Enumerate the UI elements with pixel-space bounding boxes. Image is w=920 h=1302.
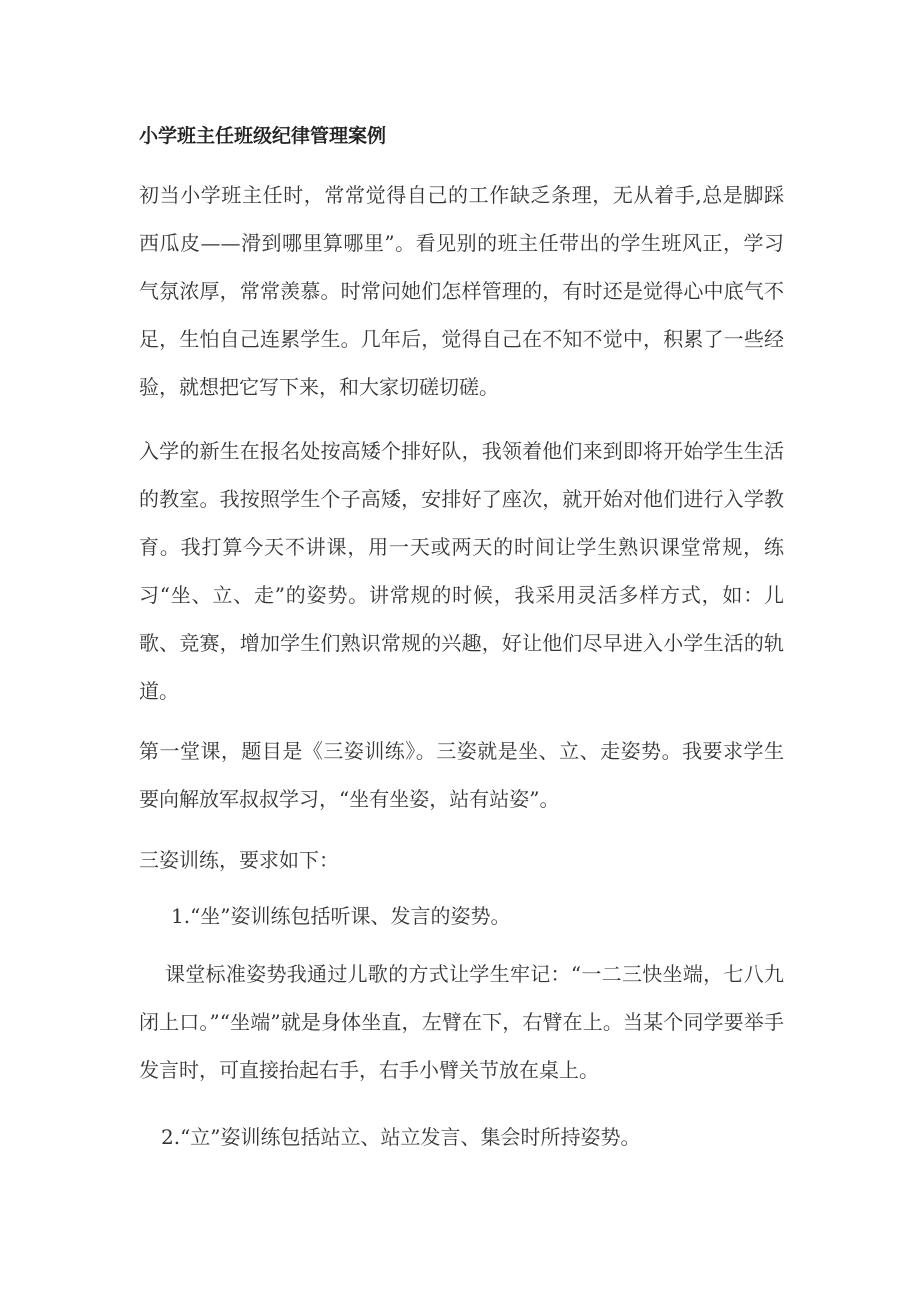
paragraph-new-students: 入学的新生在报名处按高矮个排好队，我领着他们来到即将开始学生生活的教室。我按照学生个子高矮，安排好了座次，就开始对他们进行入学教育。我打算今天不讲课，用一天或两天的时间让学生熟识课堂常规，练习“坐、立、走”的姿势。讲常规的时候，我采用灵活多样方式，如：儿歌、竞赛，增加学生们熟识常规的兴趣，好让他们尽早进入小学生活的轨道。: [139, 439, 784, 703]
paragraph-intro: 初当小学班主任时，常常觉得自己的工作缺乏条理，无从着手,总是脚踩西瓜皮——滑到哪里算哪里”。看见别的班主任带出的学生班风正，学习气氛浓厚，常常羡慕。时常问她们怎样管理的，有时还是觉得心中底气不足，生怕自己连累学生。几年后，觉得自己在不知不觉中，积累了一些经验，就想把它写下来，和大家切磋切磋。: [139, 183, 784, 399]
paragraph-sitting-detail: 课堂标准姿势我通过儿歌的方式让学生牢记：“一二三快坐端，七八九闭上口。”“坐端”就是身体坐直，左臂在下，右臂在上。当某个同学要举手发言时，可直接抬起右手，右手小臂关节放在桌上。: [139, 962, 784, 1082]
document-title: 小学班主任班级纪律管理案例: [139, 125, 387, 147]
paragraph-first-lesson: 第一堂课，题目是《三姿训练》。三姿就是坐、立、走姿势。我要求学生要向解放军叔叔学习，“坐有坐姿，站有站姿”。: [139, 739, 784, 811]
list-item-standing: 2.“立”姿训练包括站立、站立发言、集会时所持姿势。: [161, 1125, 641, 1149]
list-item-sitting: 1.“坐”姿训练包括听课、发言的姿势。: [171, 904, 511, 928]
paragraph-requirements-heading: 三姿训练，要求如下：: [139, 848, 339, 872]
